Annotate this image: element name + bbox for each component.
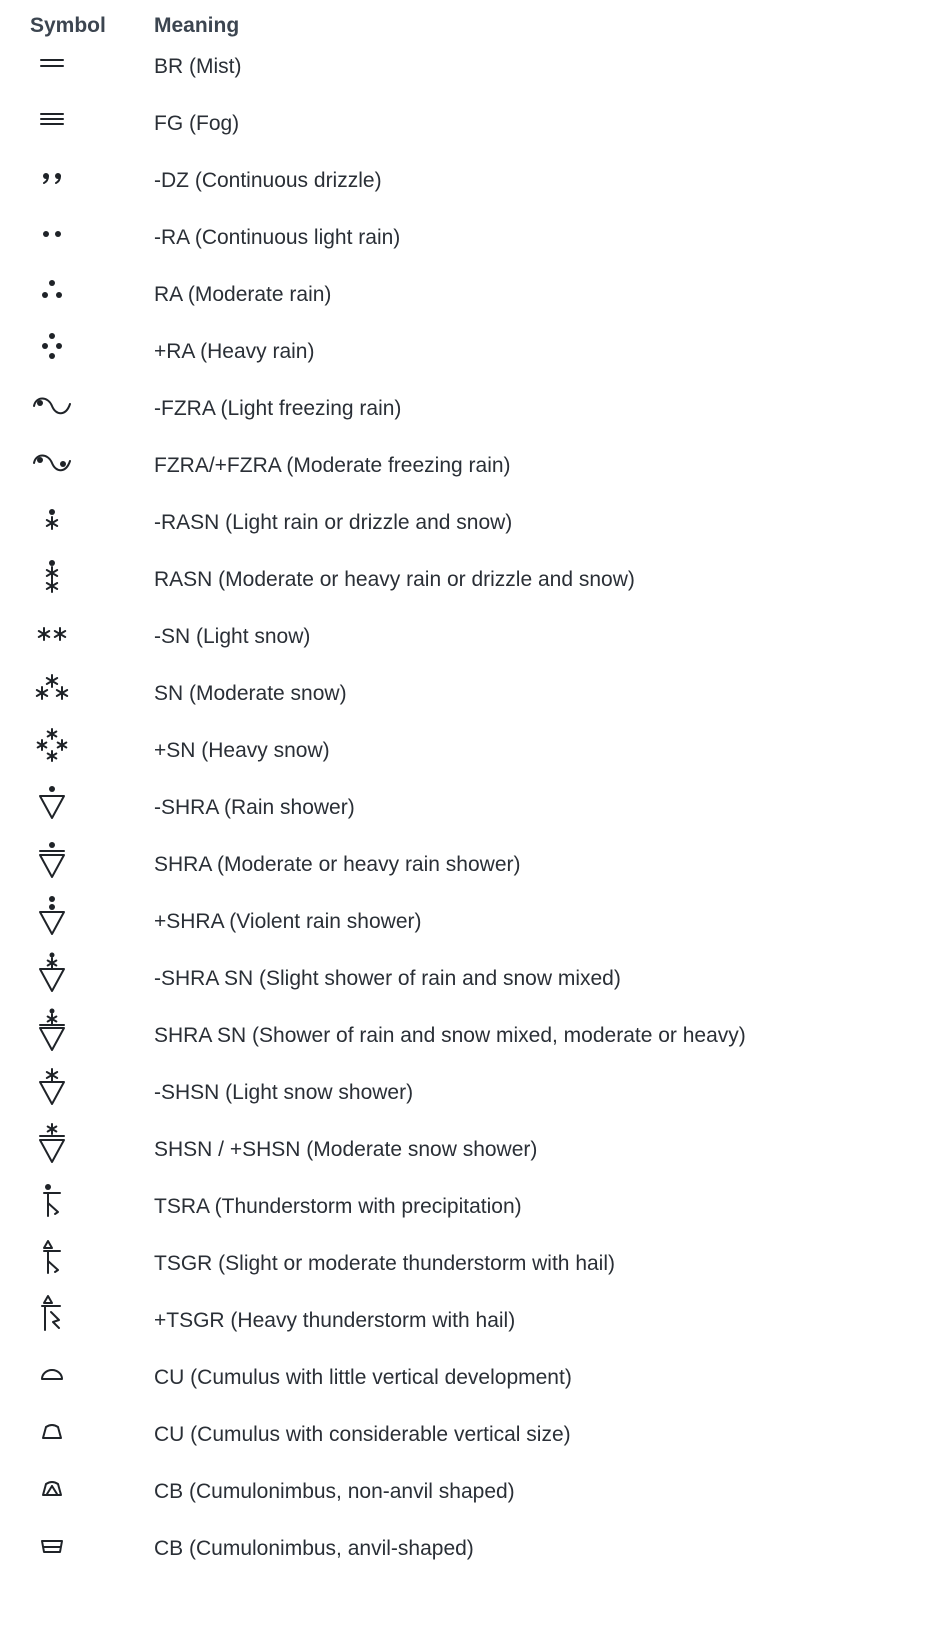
row-meaning: SHRA (Moderate or heavy rain shower) bbox=[154, 853, 521, 876]
drizzle-icon bbox=[24, 152, 80, 210]
table-row bbox=[0, 323, 948, 381]
table-row bbox=[0, 494, 948, 552]
fog-icon bbox=[24, 95, 80, 153]
table-row bbox=[0, 1064, 948, 1122]
row-meaning: -DZ (Continuous drizzle) bbox=[154, 169, 382, 192]
table-row bbox=[0, 893, 948, 951]
row-meaning: -SHRA (Rain shower) bbox=[154, 796, 355, 819]
cumulonimbus-anvil-icon bbox=[24, 1520, 80, 1578]
table-row bbox=[0, 380, 948, 438]
table-row bbox=[0, 437, 948, 495]
table-row bbox=[0, 1178, 948, 1236]
light-rain-snow-icon bbox=[24, 494, 80, 552]
row-meaning: BR (Mist) bbox=[154, 55, 242, 78]
table-row bbox=[0, 722, 948, 780]
row-meaning: TSRA (Thunderstorm with precipitation) bbox=[154, 1195, 522, 1218]
table-row bbox=[0, 1349, 948, 1407]
table-row bbox=[0, 1463, 948, 1521]
row-meaning: +SN (Heavy snow) bbox=[154, 739, 330, 762]
light-snow-icon bbox=[24, 608, 80, 666]
moderate-rain-icon bbox=[24, 266, 80, 324]
table-row bbox=[0, 608, 948, 666]
table-row bbox=[0, 38, 948, 96]
table-row bbox=[0, 95, 948, 153]
row-meaning: CB (Cumulonimbus, anvil-shaped) bbox=[154, 1537, 474, 1560]
table-row bbox=[0, 551, 948, 609]
header-symbol: Symbol bbox=[30, 14, 106, 37]
table-row bbox=[0, 152, 948, 210]
row-meaning: RASN (Moderate or heavy rain or drizzle and snow) bbox=[154, 568, 635, 591]
row-meaning: FZRA/+FZRA (Moderate freezing rain) bbox=[154, 454, 511, 477]
table-row bbox=[0, 836, 948, 894]
rain-snow-shower-icon bbox=[24, 1007, 80, 1065]
cumulus-large-icon bbox=[24, 1406, 80, 1464]
table-row bbox=[0, 209, 948, 267]
table-row bbox=[0, 266, 948, 324]
table-row bbox=[0, 665, 948, 723]
table-row bbox=[0, 950, 948, 1008]
rain-snow-icon bbox=[24, 551, 80, 609]
row-meaning: -RA (Continuous light rain) bbox=[154, 226, 401, 249]
row-meaning: FG (Fog) bbox=[154, 112, 240, 135]
rain-shower-icon bbox=[24, 779, 80, 837]
row-meaning: RA (Moderate rain) bbox=[154, 283, 332, 306]
table-row bbox=[0, 1292, 948, 1350]
table-row bbox=[0, 1235, 948, 1293]
table-row bbox=[0, 779, 948, 837]
table-row bbox=[0, 1406, 948, 1464]
row-meaning: +TSGR (Heavy thunderstorm with hail) bbox=[154, 1309, 516, 1332]
light-rain-icon bbox=[24, 209, 80, 267]
row-meaning: +SHRA (Violent rain shower) bbox=[154, 910, 422, 933]
thunderstorm-icon bbox=[24, 1178, 80, 1236]
cumulus-small-icon bbox=[24, 1349, 80, 1407]
moderate-rain-shower-icon bbox=[24, 836, 80, 894]
row-meaning: CU (Cumulus with considerable vertical size) bbox=[154, 1423, 571, 1446]
moderate-snow-icon bbox=[24, 665, 80, 723]
row-meaning: -RASN (Light rain or drizzle and snow) bbox=[154, 511, 513, 534]
cumulonimbus-icon bbox=[24, 1463, 80, 1521]
heavy-thunderstorm-hail-icon bbox=[24, 1292, 80, 1350]
violent-rain-shower-icon bbox=[24, 893, 80, 951]
row-meaning: SN (Moderate snow) bbox=[154, 682, 347, 705]
row-meaning: SHSN / +SHSN (Moderate snow shower) bbox=[154, 1138, 538, 1161]
table-row bbox=[0, 1520, 948, 1578]
moderate-freezing-rain-icon bbox=[24, 437, 80, 495]
mist-icon bbox=[24, 38, 80, 96]
row-meaning: CB (Cumulonimbus, non-anvil shaped) bbox=[154, 1480, 515, 1503]
row-meaning: -FZRA (Light freezing rain) bbox=[154, 397, 402, 420]
thunderstorm-hail-icon bbox=[24, 1235, 80, 1293]
row-meaning: -SN (Light snow) bbox=[154, 625, 311, 648]
slight-rain-snow-shower-icon bbox=[24, 950, 80, 1008]
header-meaning: Meaning bbox=[154, 14, 240, 37]
heavy-rain-icon bbox=[24, 323, 80, 381]
light-snow-shower-icon bbox=[24, 1064, 80, 1122]
row-meaning: SHRA SN (Shower of rain and snow mixed, moderate or heavy) bbox=[154, 1024, 746, 1047]
table-row bbox=[0, 1007, 948, 1065]
heavy-snow-icon bbox=[24, 722, 80, 780]
row-meaning: -SHSN (Light snow shower) bbox=[154, 1081, 414, 1104]
row-meaning: TSGR (Slight or moderate thunderstorm with hail) bbox=[154, 1252, 616, 1275]
row-meaning: CU (Cumulus with little vertical development) bbox=[154, 1366, 572, 1389]
row-meaning: +RA (Heavy rain) bbox=[154, 340, 315, 363]
row-meaning: -SHRA SN (Slight shower of rain and snow mixed) bbox=[154, 967, 621, 990]
table-row bbox=[0, 1121, 948, 1179]
light-freezing-rain-icon bbox=[24, 380, 80, 438]
moderate-snow-shower-icon bbox=[24, 1121, 80, 1179]
